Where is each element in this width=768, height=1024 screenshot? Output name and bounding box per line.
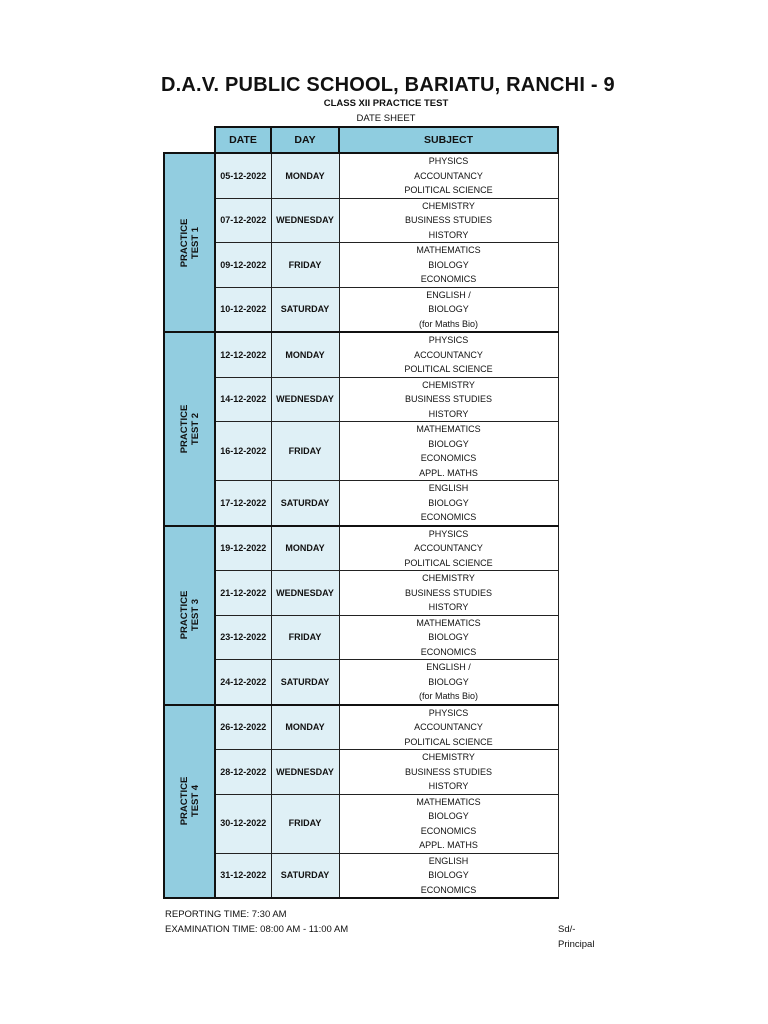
exam-day: SATURDAY: [271, 481, 339, 526]
exam-subtitle: CLASS XII PRACTICE TEST: [323, 98, 449, 109]
subject-name: CHEMISTRY: [422, 752, 475, 762]
subject-name: MATHEMATICS: [416, 245, 481, 255]
subject-name: ECONOMICS: [420, 274, 477, 284]
exam-subjects: [339, 422, 558, 481]
subject-name: ACCOUNTANCY: [414, 543, 483, 553]
exam-date: 05-12-2022: [215, 153, 271, 198]
practice-test-label-line2: TEST 1: [189, 226, 201, 259]
table-row: [164, 198, 558, 243]
table-row: [164, 615, 558, 660]
practice-test-label-line2: TEST 2: [189, 412, 201, 445]
subject-name: ECONOMICS: [420, 646, 477, 657]
subject-name: APPL. MATHS: [419, 467, 478, 478]
practice-test-label-line1: PRACTICE: [178, 218, 190, 267]
exam-subjects: [339, 287, 558, 332]
practice-test-label-cell: [164, 705, 215, 899]
exam-date: 19-12-2022: [215, 526, 271, 571]
exam-subjects: [339, 705, 558, 750]
column-header-subject: SUBJECT: [339, 127, 558, 153]
exam-subjects: [339, 853, 558, 898]
table-row: [164, 332, 558, 377]
practice-test-label: [179, 218, 201, 267]
subject-name: ACCOUNTANCY: [414, 349, 483, 360]
title-wrapper: [161, 70, 615, 100]
exam-subjects: [339, 660, 558, 705]
subject-name: BIOLOGY: [428, 259, 469, 270]
exam-subjects: [339, 332, 558, 377]
date-sheet-body: [164, 153, 558, 898]
subject-name: PHYSICS: [428, 707, 469, 718]
exam-date: 28-12-2022: [215, 750, 271, 795]
subject-name: POLITICAL SCIENCE: [404, 557, 493, 568]
reporting-time: REPORTING TIME: 7:30 AM: [165, 909, 287, 920]
exam-subjects: [339, 615, 558, 660]
exam-day: FRIDAY: [271, 422, 339, 481]
practice-test-label-line2: TEST 3: [189, 598, 201, 632]
practice-test-label: [179, 777, 201, 826]
header-row: [164, 127, 558, 153]
table-row: [164, 571, 558, 616]
exam-date: 21-12-2022: [215, 571, 271, 616]
subject-name: BIOLOGY: [428, 438, 469, 449]
practice-test-label-cell: [164, 153, 215, 332]
table-row: [164, 660, 558, 705]
subject-name: BIOLOGY: [428, 870, 469, 880]
table-row: [164, 794, 558, 853]
subject-name: ECONOMICS: [420, 825, 477, 836]
exam-day: MONDAY: [271, 526, 339, 571]
subject-name: ACCOUNTANCY: [414, 722, 483, 732]
table-row: [164, 243, 558, 288]
practice-test-label-line1: PRACTICE: [178, 404, 190, 454]
exam-day: FRIDAY: [271, 615, 339, 660]
subject-name: HISTORY: [428, 602, 469, 612]
school-name: D.A.V. PUBLIC SCHOOL, BARIATU, RANCHI - 9: [161, 74, 615, 96]
exam-date: 14-12-2022: [215, 377, 271, 422]
subject-name: HISTORY: [428, 408, 469, 419]
exam-subjects: [339, 481, 558, 526]
exam-day: WEDNESDAY: [271, 750, 339, 795]
exam-subjects: [339, 526, 558, 571]
table-row: [164, 377, 558, 422]
subject-name: BIOLOGY: [428, 811, 469, 821]
subject-name: BIOLOGY: [428, 304, 469, 314]
subject-name: HISTORY: [428, 781, 469, 791]
exam-date: 31-12-2022: [215, 853, 271, 898]
practice-test-label-line1: PRACTICE: [178, 776, 190, 826]
subject-name: BIOLOGY: [428, 497, 469, 508]
subject-name: CHEMISTRY: [422, 200, 475, 211]
subject-name: CHEMISTRY: [422, 573, 475, 583]
subject-name: ECONOMICS: [420, 884, 477, 895]
subject-name: ENGLISH: [428, 483, 469, 493]
subject-name: BIOLOGY: [428, 676, 469, 687]
sheet-name: DATE SHEET: [356, 113, 416, 124]
exam-date: 16-12-2022: [215, 422, 271, 481]
subject-name: BIOLOGY: [428, 632, 469, 642]
column-header-day: DAY: [271, 127, 339, 153]
subject-name: PHYSICS: [428, 335, 469, 345]
subject-name: PHYSICS: [428, 156, 469, 166]
subject-name: BUSINESS STUDIES: [404, 587, 493, 598]
subject-name: HISTORY: [428, 229, 469, 240]
exam-subjects: [339, 750, 558, 795]
exam-day: FRIDAY: [271, 243, 339, 288]
subject-name: MATHEMATICS: [416, 796, 481, 807]
practice-test-label-line1: PRACTICE: [178, 590, 190, 640]
subject-name: POLITICAL SCIENCE: [404, 736, 493, 747]
exam-date: 30-12-2022: [215, 794, 271, 853]
column-header-date: DATE: [215, 127, 271, 153]
timing-info: [165, 907, 348, 937]
table-row: [164, 705, 558, 750]
practice-test-label: [179, 404, 201, 453]
subject-name: ECONOMICS: [420, 512, 477, 522]
subject-name: ACCOUNTANCY: [414, 170, 483, 181]
practice-test-label-cell: [164, 332, 215, 526]
exam-day: SATURDAY: [271, 660, 339, 705]
practice-test-label: [179, 591, 201, 640]
examination-time: EXAMINATION TIME: 08:00 AM - 11:00 AM: [165, 924, 349, 935]
table-row: [164, 853, 558, 898]
exam-subjects: [339, 198, 558, 243]
table-row: [164, 750, 558, 795]
signatory-title: Principal: [558, 939, 595, 950]
subject-name: BUSINESS STUDIES: [404, 215, 493, 225]
exam-date: 23-12-2022: [215, 615, 271, 660]
practice-test-label-line2: TEST 4: [189, 785, 201, 818]
signature-mark: Sd/-: [558, 924, 576, 935]
exam-subjects: [339, 794, 558, 853]
exam-day: MONDAY: [271, 705, 339, 750]
exam-subjects: [339, 153, 558, 198]
date-sheet-table: [163, 126, 559, 899]
exam-day: WEDNESDAY: [271, 198, 339, 243]
exam-date: 17-12-2022: [215, 481, 271, 526]
subject-name: BUSINESS STUDIES: [404, 394, 493, 404]
table-row: [164, 526, 558, 571]
exam-day: SATURDAY: [271, 853, 339, 898]
exam-date: 09-12-2022: [215, 243, 271, 288]
table-row: [164, 422, 558, 481]
subject-name: ECONOMICS: [420, 453, 477, 463]
subject-name: MATHEMATICS: [416, 424, 481, 434]
table-row: [164, 287, 558, 332]
exam-day: MONDAY: [271, 332, 339, 377]
exam-date: 24-12-2022: [215, 660, 271, 705]
subject-name: (for Maths Bio): [418, 318, 478, 329]
exam-day: WEDNESDAY: [271, 377, 339, 422]
subject-name: ENGLISH /: [426, 289, 471, 300]
exam-day: MONDAY: [271, 153, 339, 198]
subject-name: POLITICAL SCIENCE: [404, 185, 493, 195]
subject-name: CHEMISTRY: [422, 379, 475, 390]
exam-date: 12-12-2022: [215, 332, 271, 377]
subject-name: ENGLISH: [428, 855, 469, 866]
exam-day: WEDNESDAY: [271, 571, 339, 616]
subject-name: PHYSICS: [428, 528, 469, 539]
subject-name: APPL. MATHS: [419, 840, 478, 850]
exam-day: SATURDAY: [271, 287, 339, 332]
header-blank-cell: [164, 127, 215, 153]
exam-subjects: [339, 243, 558, 288]
exam-subjects: [339, 377, 558, 422]
exam-subjects: [339, 571, 558, 616]
table-row: [164, 153, 558, 198]
subject-name: ENGLISH /: [426, 662, 471, 672]
exam-date: 07-12-2022: [215, 198, 271, 243]
subject-name: POLITICAL SCIENCE: [404, 364, 493, 374]
table-row: [164, 481, 558, 526]
subject-name: BUSINESS STUDIES: [404, 766, 493, 777]
exam-day: FRIDAY: [271, 794, 339, 853]
exam-date: 10-12-2022: [215, 287, 271, 332]
signature-block: [558, 922, 594, 952]
subject-name: (for Maths Bio): [418, 691, 478, 701]
subject-name: MATHEMATICS: [416, 617, 481, 628]
exam-date: 26-12-2022: [215, 705, 271, 750]
practice-test-label-cell: [164, 526, 215, 705]
